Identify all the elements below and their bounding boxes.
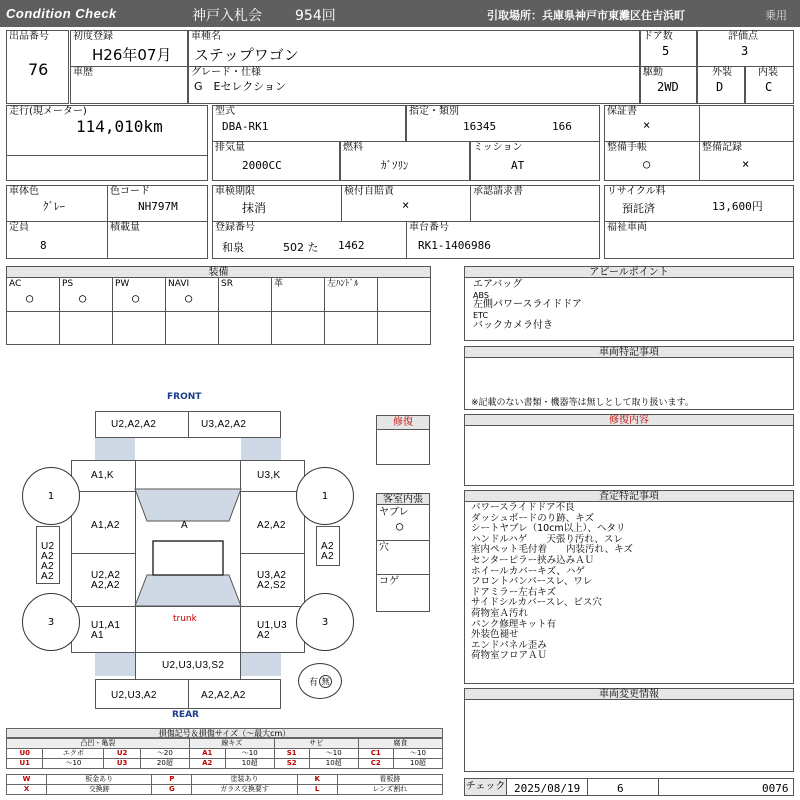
inspection-notes-title: 査定特記事項 — [465, 491, 793, 502]
reg-area: 和泉 — [222, 241, 244, 254]
legend-desc: ～10 — [225, 749, 274, 759]
legend-code: G — [152, 785, 192, 795]
inspection-note: パワースライドドア不良 — [471, 502, 575, 513]
lot-value: 76 — [28, 60, 49, 79]
fuel-value: ｶﾞｿﾘﾝ — [381, 159, 409, 172]
shade-top-left — [95, 437, 135, 461]
category-value: 166 — [552, 120, 572, 133]
inspection-value: 抹消 — [242, 201, 267, 215]
legend-desc: レンズ割れ — [337, 785, 442, 795]
legend-title: 損傷記号＆損傷サイズ（～最大cm） — [6, 728, 443, 738]
label-quarter-left-2: A1 — [91, 630, 104, 641]
legend-desc: ガラス交換要す — [192, 785, 297, 795]
spare-tire — [298, 663, 342, 699]
maint-record-label: 整備記録 — [702, 142, 742, 153]
mirror-right-2: A2 — [321, 551, 334, 562]
mission-label: ミッション — [473, 142, 523, 153]
equip-col-7 — [377, 278, 378, 345]
inspection-label: 車検期限 — [215, 186, 255, 197]
equip-ac-label: AC — [9, 279, 22, 289]
label-trunk: trunk — [173, 614, 197, 624]
equip-ps-label: PS — [62, 279, 74, 289]
load-label: 積載量 — [110, 222, 140, 233]
legend-desc: 10超 — [309, 759, 358, 769]
equip-pw-label: PW — [115, 279, 130, 289]
header-pickup: 引取場所：兵庫県神戸市東灘区住吉浜町 — [487, 9, 685, 22]
mirror-left-3: A2 — [41, 561, 54, 572]
label-top-left: U2,A2,A2 — [111, 419, 157, 430]
appeal-line-1: エアバッグ — [473, 279, 523, 290]
repair-box-title: 修復 — [377, 416, 429, 430]
inspection-note: エンドパネル歪み — [471, 639, 547, 651]
header-auction: 神戸入札会 — [192, 8, 262, 24]
mission-value: AT — [511, 159, 525, 172]
label-front-door-left: A1,A2 — [91, 520, 120, 531]
label-rear-upper: U2,U3,U3,S2 — [162, 660, 225, 671]
legend-header-4: 腐食 — [358, 739, 442, 749]
legend-desc: 交換跡 — [47, 785, 152, 795]
spare-tire-label: 有 — [309, 677, 319, 688]
approval-label: 承認請求書 — [473, 186, 523, 197]
appeal-line-2: ABS — [473, 291, 489, 300]
equip-col-6 — [324, 278, 325, 345]
warranty-divider — [699, 105, 700, 142]
equip-col-4 — [218, 278, 219, 345]
footer-check-label: チェック — [465, 779, 507, 795]
equip-col-5 — [271, 278, 272, 345]
legend-table-2 — [6, 774, 443, 795]
displacement-value: 2000CC — [242, 159, 282, 172]
int-label: 内装 — [758, 67, 778, 78]
warranty-label: 保証書 — [607, 106, 637, 117]
footer-date: 2025/08/19 — [514, 782, 581, 795]
equip-navi-value: ○ — [185, 291, 193, 305]
mileage-label: 走行(現メーター) — [9, 106, 87, 117]
special-title: 車両特記事項 — [465, 347, 793, 358]
grade-label: グレード・仕様 — [191, 67, 261, 78]
shade-bottom-left — [95, 652, 135, 676]
maint-divider — [699, 141, 700, 181]
recycle-label: リサイクル料 — [607, 186, 666, 197]
tax-label: 検付自賠責 — [344, 186, 394, 197]
legend-desc: 10超 — [225, 759, 274, 769]
legend-code: A1 — [189, 749, 225, 759]
inspection-note: シートヤブレ（10cm以上）、ヘタリ — [471, 523, 626, 535]
equip-navi-label: NAVI — [168, 279, 190, 289]
diagram-rear-label: REAR — [172, 710, 199, 720]
mirror-left-4: A2 — [41, 571, 54, 582]
label-center: A — [181, 520, 188, 531]
drive-value: 2WD — [657, 80, 679, 94]
interior-koge: コゲ — [379, 576, 399, 587]
legend-row-4 — [7, 785, 443, 795]
appeal-title: アピールポイント — [465, 267, 793, 278]
footer-divider-2 — [658, 778, 659, 796]
equip-lhd-label: 左ﾊﾝﾄﾞﾙ — [327, 279, 359, 289]
interior-ana: 穴 — [379, 542, 389, 553]
shade-bottom-right — [241, 652, 281, 676]
type-label: 型式 — [215, 106, 235, 117]
mileage-divider — [6, 155, 208, 156]
color-value: ｸﾞﾚｰ — [43, 200, 65, 213]
footer-divider-1 — [587, 778, 588, 796]
equip-col-2 — [112, 278, 113, 345]
legend-desc: ～20 — [140, 749, 189, 759]
label-bottom-left: U2,U3,A2 — [111, 690, 157, 701]
legend-row-3 — [7, 775, 443, 785]
mileage-value: 114,010km — [76, 117, 163, 136]
maint-book-label: 整備手帳 — [607, 142, 647, 153]
header-logo: Condition Check — [6, 6, 117, 21]
legend-header-row — [7, 739, 443, 749]
legend-code: C1 — [358, 749, 393, 759]
spare-tire-value: 無 — [319, 675, 332, 688]
first-reg-label: 初度登録 — [73, 31, 113, 42]
chassis-label: 車台番号 — [409, 222, 449, 233]
label-bottom-right: A2,A2,A2 — [201, 690, 246, 701]
reg-no-label: 登録番号 — [215, 222, 255, 233]
legend-desc: ～10 — [309, 749, 358, 759]
inspection-note: フロントバンパースレ、ワレ — [471, 576, 593, 588]
legend-code: A2 — [189, 759, 225, 769]
interior-divider-1 — [376, 540, 430, 541]
label-rear-door-right-1: U3,A2 — [257, 570, 287, 581]
inspection-note: 荷物室フロアＡＵ — [471, 650, 548, 662]
displacement-label: 排気量 — [215, 142, 245, 153]
reg-num: 1462 — [338, 239, 365, 252]
mirror-left-2: A2 — [41, 551, 54, 562]
recycle-value: 13,600円 — [712, 200, 763, 213]
tax-value: × — [402, 198, 410, 212]
diagram-front-label: FRONT — [167, 392, 202, 402]
legend-header-2: 線キズ — [189, 739, 274, 749]
grade-value: G Eセレクション — [194, 80, 287, 93]
score-label: 評価点 — [728, 31, 758, 42]
fuel-label: 燃料 — [343, 142, 363, 153]
wheel-front-right: 1 — [296, 467, 354, 525]
wheel-front-left: 1 — [22, 467, 80, 525]
score-value: 3 — [741, 44, 749, 58]
label-rear-door-left-2: A2,A2 — [91, 580, 120, 591]
legend-desc: ～10 — [393, 749, 442, 759]
label-front-door-right: A2,A2 — [257, 520, 286, 531]
legend-code: U0 — [7, 749, 43, 759]
appeal-line-5: バックカメラ付き — [473, 320, 553, 331]
doors-label: ドア数 — [643, 31, 673, 42]
legend-desc: ～10 — [43, 759, 104, 769]
shade-top-right — [241, 437, 281, 461]
drive-label: 駆動 — [643, 67, 663, 78]
legend-desc: 塗装あり — [192, 775, 297, 785]
color-code-value: NH797M — [138, 200, 178, 213]
legend-row-2 — [7, 759, 443, 769]
legend-desc: 看板跡 — [337, 775, 442, 785]
legend-desc: 板金あり — [47, 775, 152, 785]
equip-ps-value: ○ — [79, 291, 87, 305]
legend-code: K — [297, 775, 337, 785]
label-quarter-right-2: A2 — [257, 630, 270, 641]
designation-value: 16345 — [463, 120, 497, 133]
legend-row-1 — [7, 749, 443, 759]
label-quarter-left-1: U1,A1 — [91, 620, 121, 631]
label-top-right: U3,A2,A2 — [201, 419, 247, 430]
inspection-note: ダッシュボードのり跡、キズ — [471, 512, 595, 524]
mirror-left-1: U2 — [41, 541, 55, 552]
equip-ac-value: ○ — [26, 291, 34, 305]
inspection-note: センターピラー挟み込みＡＵ — [471, 554, 595, 566]
special-note: ※記載のない書類・機器等は無しとして取り扱います。 — [471, 398, 694, 408]
mirror-right-1: A2 — [321, 541, 334, 552]
capacity-label: 定員 — [9, 222, 29, 233]
legend-code: U1 — [7, 759, 43, 769]
appeal-line-3: 左側パワースライドドア — [473, 299, 582, 310]
recycle-status: 預託済 — [622, 202, 655, 215]
inspection-note: パンク修理キット有 — [471, 618, 557, 630]
equip-col-1 — [59, 278, 60, 345]
legend-header-3: サビ — [274, 739, 358, 749]
reg-class: 502 た — [283, 241, 319, 254]
label-rear-door-right-2: A2,S2 — [257, 580, 286, 591]
welfare-label: 福祉車両 — [607, 222, 647, 233]
ext-label: 外装 — [712, 67, 732, 78]
wheel-rear-left: 3 — [22, 593, 80, 651]
legend-desc: 10超 — [393, 759, 442, 769]
interior-yabure: ヤブレ — [379, 507, 409, 518]
wheel-rear-right: 3 — [296, 593, 354, 651]
inspection-notes-list — [471, 503, 633, 662]
header-category: 乗用 — [765, 9, 787, 22]
footer-num: 6 — [617, 782, 624, 795]
equip-sr-label: SR — [221, 279, 233, 289]
legend-code: X — [7, 785, 47, 795]
maint-book-value: ○ — [643, 157, 651, 171]
body-lines — [134, 459, 244, 609]
model-label: 車種名 — [191, 31, 221, 42]
type-value: DBA-RK1 — [222, 120, 269, 133]
appeal-line-4: ETC — [473, 311, 489, 320]
doors-value: 5 — [662, 44, 670, 58]
color-code-label: 色コード — [110, 186, 150, 197]
change-info-title: 車両変更情報 — [465, 689, 793, 700]
inspection-note: 荷物室Ａ汚れ — [471, 607, 529, 619]
capacity-value: 8 — [40, 239, 47, 252]
equip-pw-value: ○ — [132, 291, 140, 305]
label-quarter-right-1: U1,U3 — [257, 620, 287, 631]
legend-code: U2 — [104, 749, 140, 759]
maint-record-value: × — [742, 157, 750, 171]
interior-divider-2 — [376, 574, 430, 575]
legend-table — [6, 738, 443, 769]
designation-label: 指定・類別 — [409, 106, 459, 117]
header-session: 954回 — [295, 8, 336, 24]
inspection-note: ドアミラー左右キズ — [471, 586, 557, 598]
ext-value: D — [716, 80, 724, 94]
legend-code: S1 — [274, 749, 309, 759]
repair-content-title: 修復内容 — [465, 415, 793, 426]
legend-code: W — [7, 775, 47, 785]
label-rear-door-left-1: U2,A2 — [91, 570, 121, 581]
legend-header-1: 凸凹・亀裂 — [7, 739, 190, 749]
change-info-box — [464, 688, 794, 772]
equipment-title: 装備 — [7, 267, 430, 278]
chassis-value: RK1-1406986 — [418, 239, 491, 252]
history-label: 車歴 — [73, 67, 93, 78]
interior-yabure-value: ○ — [396, 519, 404, 533]
int-value: C — [765, 80, 773, 94]
legend-code: P — [152, 775, 192, 785]
first-reg-value: H26年07月 — [92, 46, 172, 64]
legend-desc: 20超 — [140, 759, 189, 769]
inspection-note: ハンドルハゲ 天張り汚れ、スレ — [471, 533, 623, 545]
inspection-note: ホイールカバーキズ、ハゲ — [471, 565, 585, 577]
footer-code: 0076 — [762, 782, 789, 795]
interior-title: 客室内張 — [377, 494, 429, 505]
model-value: ステップワゴン — [194, 46, 299, 64]
legend-code: S2 — [274, 759, 309, 769]
warranty-value: × — [643, 118, 651, 132]
inspection-note: サイドシルカバースレ、ビス穴 — [471, 597, 602, 609]
label-u3k: U3,K — [257, 470, 281, 481]
equip-leather-label: 革 — [274, 279, 284, 289]
legend-code: L — [297, 785, 337, 795]
legend-code: C2 — [358, 759, 393, 769]
legend-code: U3 — [104, 759, 140, 769]
color-label: 車体色 — [9, 186, 39, 197]
equip-col-3 — [165, 278, 166, 345]
legend-desc: エクボ — [43, 749, 104, 759]
inspection-note: 外装色褪せ — [471, 629, 519, 641]
lot-label: 出品番号 — [9, 31, 49, 42]
inspection-note: 室内ペット毛付着 内装汚れ、キズ — [471, 544, 633, 556]
label-a1k: A1,K — [91, 470, 114, 481]
